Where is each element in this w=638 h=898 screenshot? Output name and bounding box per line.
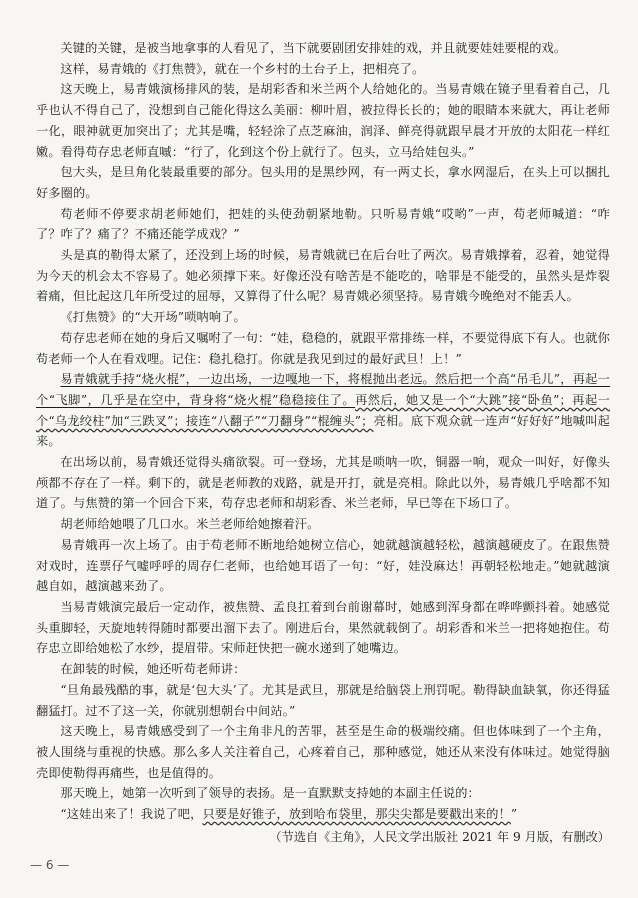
paragraph bbox=[36, 597, 610, 659]
underlined-text: 易青娥就手持“烧火棍”，一边出场，一边嘎地一下，将棍抛出老远。然后把一个高“吊毛儿”，再起一个“飞脚”，几乎是在空中，背身将“烧火棍”稳稳接住了。 bbox=[36, 372, 610, 407]
page-number: — 6 — bbox=[30, 858, 70, 872]
paragraph bbox=[36, 59, 610, 80]
text-segment: 这天晚上，易青娥感受到了一个主角非凡的苦罪，甚至是生命的极端绞痛。但也体味到了一个主角，被人围绕与重视的快感。那么多人关注着自己，心疼着自己，那种感觉，她还从来没有体味过。她觉得脑壳即使勒得再痛些，也是值得的。 bbox=[36, 724, 610, 780]
paragraph bbox=[36, 38, 610, 59]
text-segment: 易青娥再一次上场了。由于苟老师不断地给她树立信心，她就越演越轻松，越演越硬皮了。在跟焦赞对戏时，连票仔气嘘呼呼的周存仁老师，也给她耳语了一句：“好，娃没麻达！再朝轻松地走。”她就越演越自如，越演越来劲了。 bbox=[36, 537, 610, 594]
paragraph bbox=[36, 328, 610, 369]
paragraph bbox=[36, 804, 610, 825]
paragraph bbox=[36, 452, 610, 514]
source-citation: （节选自《主角》，人民文学出版社 2021 年 9 月版，有删改） bbox=[269, 829, 610, 844]
text-segment: 胡老师给她喂了几口水。米兰老师给她擦着汗。 bbox=[60, 517, 320, 532]
paragraph bbox=[36, 245, 610, 307]
text-segment: 在出场以前，易青娥还觉得头痛欲裂。可一登场，尤其是唢呐一吹，铜器一响，观众一叫好，好像头颅都不存在了一样。剩下的，就是老师教的戏路，就是开打，就是亮相。除此以外，易青娥几乎啥都不知道了。与焦赞的第一个回合下来，苟存忠老师和胡彩香、米兰老师，早已等在下场口了。 bbox=[36, 455, 610, 511]
paragraph bbox=[36, 783, 610, 804]
text-segment: 这天晚上，易青娥演杨排风的装，是胡彩香和米兰两个人给她化的。当易青娥在镜子里看着自己，几乎也认不得自己了，没想到自己能化得这么美丽：柳叶眉，被拉得长长的；她的眼睛本来就大，再让老师一化，眼神就更加突出了；尤其是嘴，轻轻涂了点芝麻油，润泽、鲜亮得就跟早晨才开放的太阳花一样红嫩。看得苟存忠老师直嘁：“行了，化到这个份上就行了。包头，立马给娃包头。” bbox=[36, 82, 610, 159]
text-segment: ” bbox=[510, 807, 518, 822]
paragraph bbox=[36, 162, 610, 203]
text-segment: 头是真的勒得太紧了，还没到上场的时候，易青娥就已在后台吐了两次。易青娥撑着，忍着，她觉得为今天的机会太不容易了。她必须撑下来。好像还没有啥苦是不能吃的，啥罪是不能受的，虽然头是炸裂着痛，但比起这几年所受过的屈辱，又算得了什么呢？易青娥必须坚持。易青娥今晚绝对不能丢人。 bbox=[36, 248, 610, 304]
paragraph bbox=[36, 204, 610, 245]
paragraph bbox=[36, 721, 610, 783]
text-segment: 包大头，是旦角化装最重要的部分。包头用的是黑纱网，有一两丈长，拿水网湿后，在头上可以捆扎好多圈的。 bbox=[36, 165, 610, 200]
text-segment: 《打焦赞》的“大开场”唢呐响了。 bbox=[60, 310, 246, 325]
underlined-text: 再然后，她又是一个“大跳”接“卧鱼”；再起一个“乌龙绞柱”加“三跌叉”；接连“八翻子”“刀翻身”“棍缠头”； bbox=[36, 392, 610, 428]
text-segment: 这样，易青娥的《打焦赞》，就在一个乡村的土台子上，把相亮了。 bbox=[60, 61, 425, 76]
paragraph bbox=[36, 369, 610, 452]
paragraph bbox=[36, 514, 610, 535]
paragraph bbox=[36, 307, 610, 328]
article-body bbox=[36, 38, 610, 847]
paragraph bbox=[36, 535, 610, 597]
text-segment: 当易青娥演完最后一定动作，被焦赞、孟良扛着到台前谢幕时，她感到浑身都在哗哗颤抖着。她感觉头重脚轻，天旋地转得随时都要出溜下去了。刚进后台，果然就载倒了。胡彩香和米兰一把将她抱住。苟存忠立即给她松了水纱，提眉带。宋师赶快把一碗水递到了她嘴边。 bbox=[36, 599, 610, 656]
text-segment: 关键的关键，是被当地拿事的人看见了，当下就要剧团安排娃的戏，并且就要娃娃要棍的戏。 bbox=[60, 41, 567, 55]
text-segment: 苟存忠老师在她的身后又嘱咐了一句：“娃，稳稳的，就跟平常排练一样，不要觉得底下有人。也就你苟老师一个人在看戏哩。记住：稳扎稳打。你就是我见到过的最好武旦！上！” bbox=[36, 330, 610, 366]
paragraph bbox=[36, 79, 610, 162]
paragraph bbox=[36, 659, 610, 680]
underlined-text: 只要是好锥子，放到哈布袋里，那尖尖都是要戳出来的！ bbox=[202, 807, 511, 822]
text-segment: “旦角最残酷的事，就是‘包大头’了。尤其是武旦，那就是给脑袋上刑罚呢。勒得缺血缺氧，你还得猛翻猛打。过不了这一关，你就别想朝台中间站。” bbox=[36, 682, 610, 718]
text-segment: 在卸装的时候，她还听苟老师讲： bbox=[60, 662, 246, 677]
text-segment: “这娃出来了！我说了吧， bbox=[60, 807, 203, 822]
paragraph bbox=[36, 680, 610, 721]
text-segment: 亮相。底下观众就一连声“好好好”地喊叫起来。 bbox=[36, 413, 610, 449]
text-segment: 苟老师不停要求胡老师她们，把娃的头使劲朝紧地勒。只听易青娥“哎哟”一声，苟老师喊道：“咋了？咋了？痛了？不痛还能学成戏？” bbox=[36, 206, 610, 242]
text-segment: 那天晚上，她第一次听到了领导的表扬。是一直默默支持她的本副主任说的： bbox=[60, 786, 480, 801]
